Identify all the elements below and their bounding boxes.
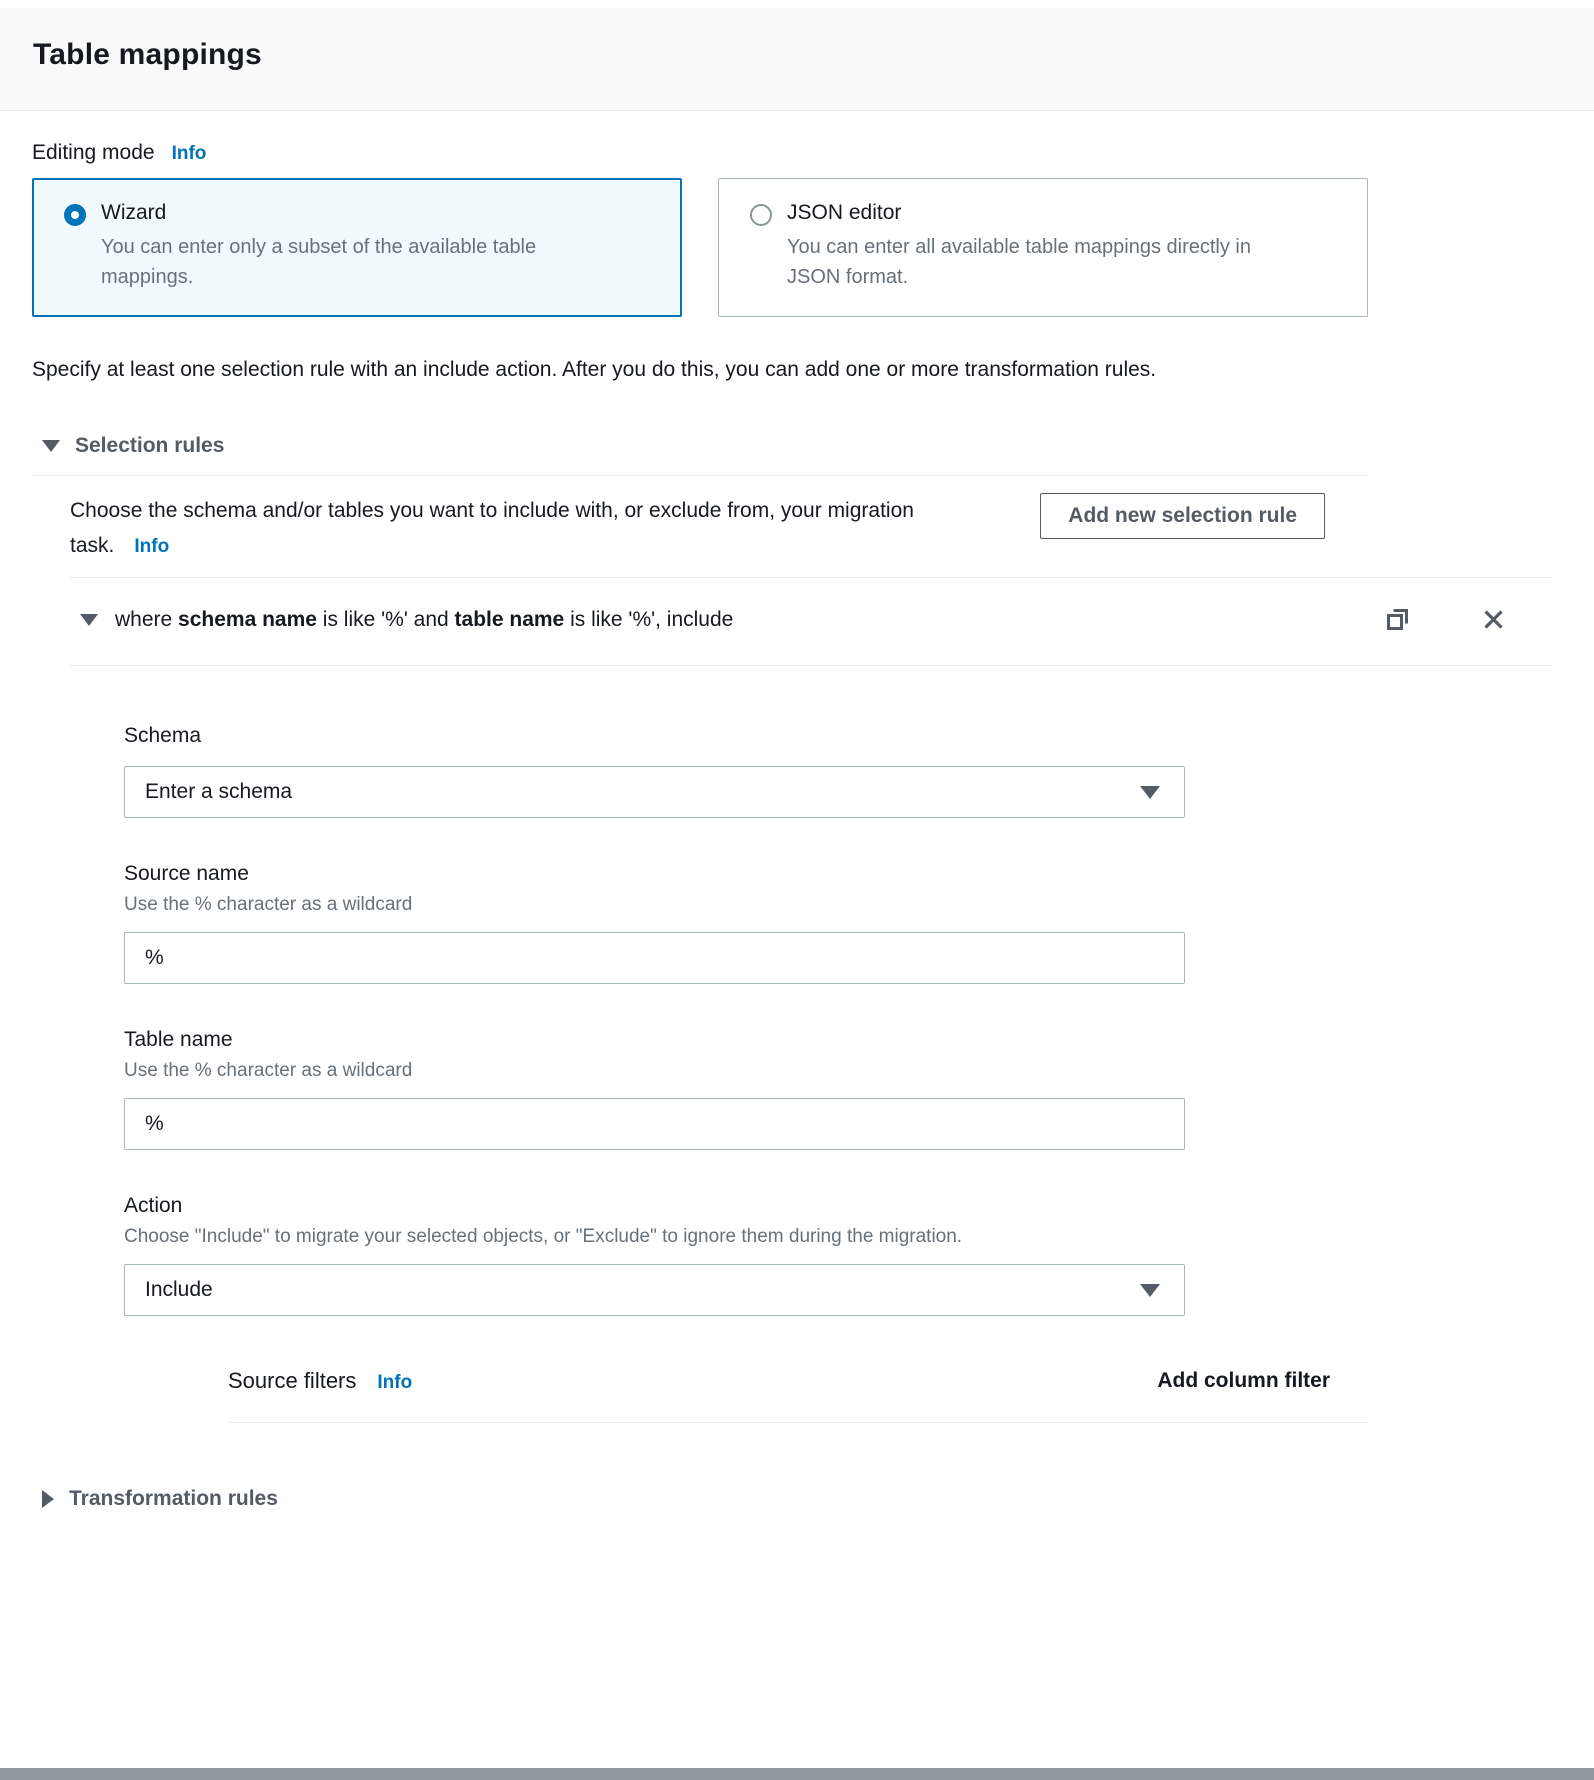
summary-schema-name: schema name [178, 607, 317, 631]
schema-field-group [124, 722, 1185, 818]
source-name-helper: Use the % character as a wildcard [124, 894, 413, 915]
selection-rules-info-link[interactable]: Info [134, 536, 170, 557]
editing-mode-info-link[interactable]: Info [171, 143, 207, 164]
source-filters-header [228, 1368, 412, 1394]
selection-rules-description-row [70, 493, 1325, 564]
schema-label: Schema [124, 724, 202, 747]
schema-select[interactable] [124, 766, 1185, 818]
panel-header [0, 8, 1594, 111]
action-helper: Choose "Include" to migrate your selected objects, or "Exclude" to ignore them during the migration. [124, 1226, 963, 1247]
divider [32, 475, 1368, 476]
table-mappings-panel [0, 111, 1594, 1513]
selection-rule-form [70, 666, 1552, 1423]
action-select-value: Include [145, 1278, 213, 1301]
selection-rule-actions [1382, 604, 1508, 635]
transformation-rules-title: Transformation rules [69, 1487, 278, 1510]
editing-mode-tiles [32, 178, 1562, 317]
editing-mode-option-json-editor[interactable] [718, 178, 1368, 317]
table-name-field-group [124, 1026, 1185, 1150]
close-icon [1479, 605, 1508, 634]
summary-part: is like '%', include [564, 607, 734, 631]
selection-rule-summary [115, 608, 733, 632]
selection-rule [70, 578, 1552, 1423]
caret-down-icon [80, 614, 98, 626]
summary-part: is like '%' and [316, 607, 455, 631]
chevron-down-icon [1140, 786, 1160, 799]
json-editor-option-description: You can enter all available table mappings directly in JSON format. [787, 236, 1251, 288]
editing-mode-label: Editing mode [32, 141, 155, 164]
summary-table-name: table name [454, 607, 565, 631]
radio-checked-icon[interactable] [64, 204, 86, 226]
source-name-field-group [124, 860, 1185, 984]
table-name-label: Table name [124, 1028, 233, 1051]
caret-down-icon [42, 440, 60, 452]
table-name-input[interactable] [124, 1098, 1185, 1150]
divider [228, 1422, 1368, 1423]
source-name-label: Source name [124, 862, 249, 885]
duplicate-rule-button[interactable] [1382, 604, 1413, 635]
selection-rule-toggle[interactable] [80, 608, 733, 632]
remove-rule-button[interactable] [1479, 605, 1508, 634]
selection-rules-toggle[interactable] [42, 432, 1562, 460]
selection-rules-intro: Specify at least one selection rule with an include action. After you do this, you can add one or more transformation rules. [32, 358, 1157, 381]
copy-icon [1382, 604, 1413, 635]
selection-rules-title: Selection rules [75, 434, 225, 457]
chevron-down-icon [1140, 1284, 1160, 1297]
add-selection-rule-button[interactable]: Add new selection rule [1040, 493, 1325, 539]
source-name-input[interactable] [124, 932, 1185, 984]
top-strip [0, 0, 1594, 8]
caret-right-icon [42, 1490, 54, 1508]
json-editor-option-content [787, 201, 1292, 292]
action-field-group [124, 1192, 1185, 1316]
bottom-panel-edge [0, 1768, 1594, 1780]
action-label: Action [124, 1194, 183, 1217]
selection-rule-header [70, 578, 1552, 665]
editing-mode-option-wizard[interactable] [32, 178, 682, 317]
radio-unchecked-icon[interactable] [750, 204, 772, 226]
wizard-option-title: Wizard [101, 201, 167, 224]
source-filters-row [228, 1368, 1330, 1394]
selection-rules-description-text: Choose the schema and/or tables you want to include with, or exclude from, your migration task. [70, 499, 914, 557]
editing-mode-row [32, 141, 1562, 165]
wizard-option-description: You can enter only a subset of the available table mappings. [101, 236, 537, 288]
source-filters-info-link[interactable]: Info [377, 1372, 413, 1393]
source-filters-label: Source filters [228, 1368, 357, 1393]
schema-select-value: Enter a schema [145, 780, 293, 803]
json-editor-option-title: JSON editor [787, 201, 902, 224]
selection-rules-description [70, 493, 978, 564]
page-title: Table mappings [33, 38, 262, 71]
table-name-helper: Use the % character as a wildcard [124, 1060, 413, 1081]
action-select[interactable] [124, 1264, 1185, 1316]
summary-part: where [115, 607, 179, 631]
add-column-filter-button[interactable]: Add column filter [1157, 1369, 1330, 1392]
wizard-option-content [101, 201, 606, 292]
transformation-rules-toggle[interactable] [42, 1485, 1562, 1513]
